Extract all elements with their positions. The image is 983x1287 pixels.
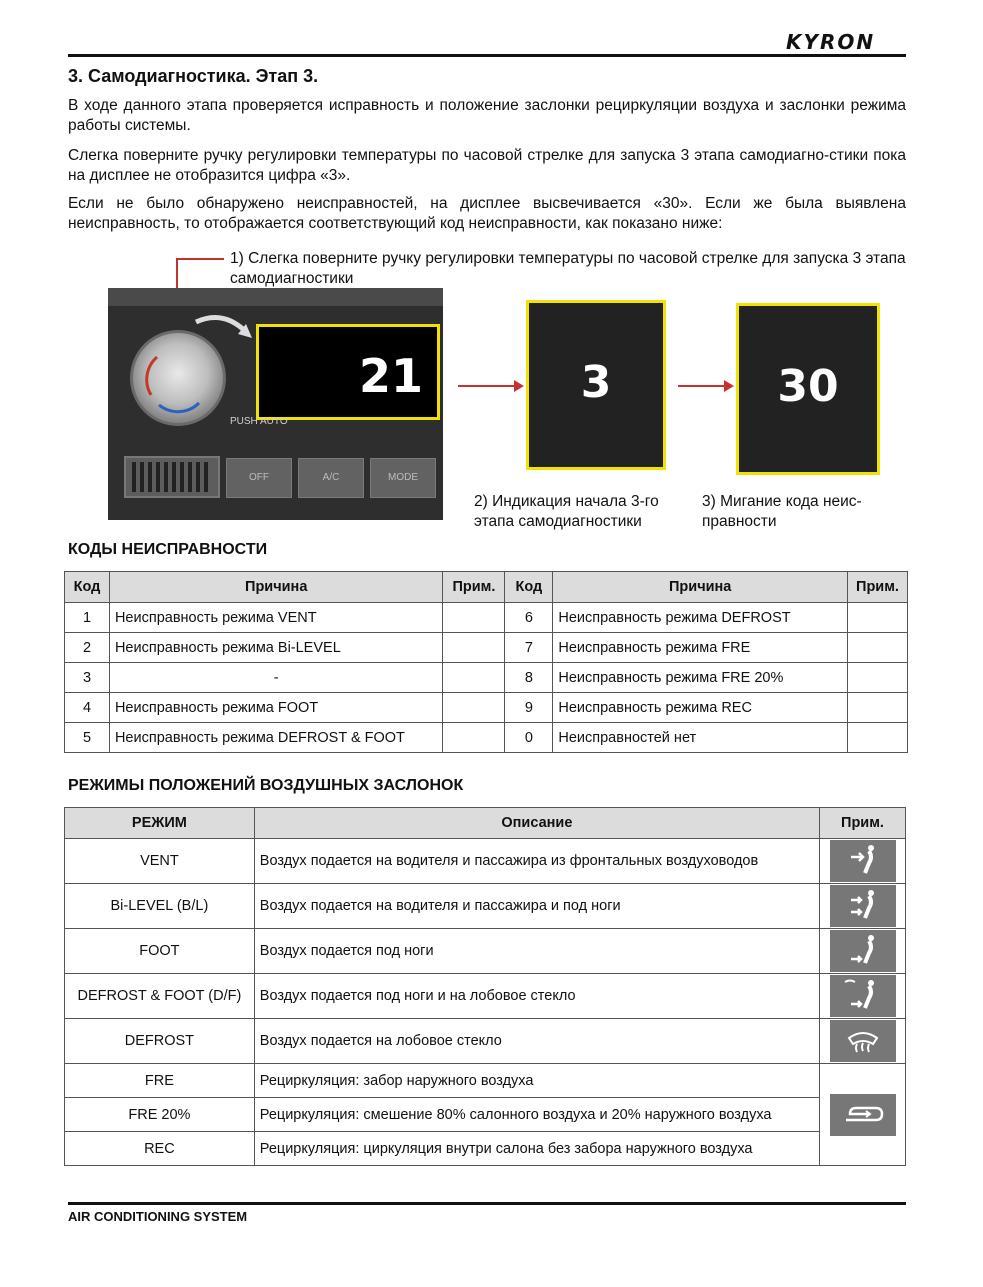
brand-logo: KYRON bbox=[786, 30, 876, 54]
push-auto-label: PUSH AUTO bbox=[230, 416, 288, 427]
cause-cell: Неисправность режима REC bbox=[553, 693, 848, 723]
table-row bbox=[65, 723, 908, 753]
description-cell: Воздух подается на водителя и пассажира из фронтальных воздуховодов bbox=[254, 839, 819, 884]
code-cell: 2 bbox=[65, 633, 110, 663]
table-row bbox=[65, 1132, 906, 1166]
mode-cell: DEFROST bbox=[65, 1019, 255, 1064]
note-cell bbox=[847, 693, 907, 723]
description-cell: Воздух подается под ноги и на лобовое стекло bbox=[254, 974, 819, 1019]
mode-cell: FRE 20% bbox=[65, 1098, 255, 1132]
col-cause-2: Причина bbox=[553, 572, 848, 603]
note-cell bbox=[847, 663, 907, 693]
description-cell: Воздух подается на лобовое стекло bbox=[254, 1019, 819, 1064]
col-note: Прим. bbox=[820, 808, 906, 839]
description-cell: Рециркуляция: забор наружного воздуха bbox=[254, 1064, 819, 1098]
bi-level-icon bbox=[830, 885, 896, 927]
note-cell bbox=[847, 633, 907, 663]
footer-label: AIR CONDITIONING SYSTEM bbox=[68, 1209, 248, 1224]
defrost-icon bbox=[830, 1020, 896, 1062]
cause-cell: Неисправностей нет bbox=[553, 723, 848, 753]
foot-icon bbox=[830, 930, 896, 972]
callout-1: 1) Слегка поверните ручку регулировки температуры по часовой стрелке для запуска 3 этапа самодиагностики bbox=[230, 250, 906, 287]
icon-cell bbox=[820, 929, 906, 974]
panel-top-trim bbox=[108, 288, 443, 306]
arrow-head-2 bbox=[724, 380, 734, 392]
col-note-2: Прим. bbox=[847, 572, 907, 603]
table-row bbox=[65, 693, 908, 723]
fault-codes-title: КОДЫ НЕИСПРАВНОСТИ bbox=[68, 541, 268, 558]
vent-grille bbox=[124, 456, 220, 498]
col-cause: Причина bbox=[109, 572, 443, 603]
header-rule bbox=[68, 54, 906, 57]
cause-cell: Неисправность режима Bi-LEVEL bbox=[109, 633, 443, 663]
display-stage-start: 3 bbox=[526, 300, 666, 470]
note-cell bbox=[847, 603, 907, 633]
table-row bbox=[65, 929, 906, 974]
cause-cell: - bbox=[109, 663, 443, 693]
icon-cell bbox=[820, 1019, 906, 1064]
caption-stage-start: 2) Индикация начала 3-го этапа самодиагностики bbox=[474, 493, 659, 530]
table-row bbox=[65, 603, 908, 633]
grille-slats bbox=[126, 458, 218, 496]
icon-cell bbox=[820, 974, 906, 1019]
rotate-arrow-icon bbox=[192, 308, 256, 352]
modes-table bbox=[64, 807, 906, 1166]
cause-cell: Неисправность режима DEFROST & FOOT bbox=[109, 723, 443, 753]
paragraph-3: Если не было обнаружено неисправностей, на дисплее высвечивается «30». Если же была выявлена неисправность, то отображается соответствующий код неисправности, как показано ниже: bbox=[68, 195, 906, 232]
vent-icon bbox=[830, 840, 896, 882]
mode-cell: Bi-LEVEL (B/L) bbox=[65, 884, 255, 929]
code-cell: 5 bbox=[65, 723, 110, 753]
table-row bbox=[65, 663, 908, 693]
code-cell: 0 bbox=[505, 723, 553, 753]
code-cell: 4 bbox=[65, 693, 110, 723]
col-mode: РЕЖИМ bbox=[65, 808, 255, 839]
panel-display bbox=[256, 324, 440, 420]
note-cell bbox=[443, 693, 505, 723]
cause-cell: Неисправность режима FRE bbox=[553, 633, 848, 663]
display-fault-code: 30 bbox=[736, 303, 880, 475]
page-title: 3. Самодиагностика. Этап 3. bbox=[68, 66, 319, 86]
caption-fault-code: 3) Мигание кода неис-правности bbox=[702, 493, 862, 530]
cause-cell: Неисправность режима FRE 20% bbox=[553, 663, 848, 693]
mode-cell: FRE bbox=[65, 1064, 255, 1098]
icon-cell bbox=[820, 1064, 906, 1166]
paragraph-1: В ходе данного этапа проверяется исправность и положение заслонки рециркуляции воздуха и заслонки режима работы системы. bbox=[68, 97, 906, 134]
control-panel-photo bbox=[108, 288, 443, 520]
modes-title: РЕЖИМЫ ПОЛОЖЕНИЙ ВОЗДУШНЫХ ЗАСЛОНОК bbox=[68, 777, 464, 794]
panel-display-value: 21 bbox=[358, 349, 423, 403]
code-cell: 6 bbox=[505, 603, 553, 633]
table-row bbox=[65, 633, 908, 663]
mode-cell: DEFROST & FOOT (D/F) bbox=[65, 974, 255, 1019]
code-cell: 8 bbox=[505, 663, 553, 693]
table-row bbox=[65, 1019, 906, 1064]
mode-cell: VENT bbox=[65, 839, 255, 884]
mode-cell: REC bbox=[65, 1132, 255, 1166]
arrow-head-1 bbox=[514, 380, 524, 392]
note-cell bbox=[443, 633, 505, 663]
off-button: OFF bbox=[226, 458, 292, 498]
cause-cell: Неисправность режима VENT bbox=[109, 603, 443, 633]
arrow-line-2 bbox=[678, 385, 726, 387]
recirculation-icon bbox=[830, 1094, 896, 1136]
table-row bbox=[65, 1098, 906, 1132]
icon-cell bbox=[820, 839, 906, 884]
callout-line-h bbox=[176, 258, 224, 260]
description-cell: Рециркуляция: смешение 80% салонного воздуха и 20% наружного воздуха bbox=[254, 1098, 819, 1132]
code-cell: 3 bbox=[65, 663, 110, 693]
code-cell: 9 bbox=[505, 693, 553, 723]
note-cell bbox=[847, 723, 907, 753]
mode-button: MODE bbox=[370, 458, 436, 498]
table-header-row bbox=[65, 808, 906, 839]
defrost-foot-icon bbox=[830, 975, 896, 1017]
col-code-2: Код bbox=[505, 572, 553, 603]
ac-button: A/C bbox=[298, 458, 364, 498]
table-row bbox=[65, 974, 906, 1019]
footer-rule bbox=[68, 1202, 906, 1205]
mode-cell: FOOT bbox=[65, 929, 255, 974]
table-row bbox=[65, 839, 906, 884]
cause-cell: Неисправность режима FOOT bbox=[109, 693, 443, 723]
fault-codes-table bbox=[64, 571, 908, 753]
note-cell bbox=[443, 603, 505, 633]
table-row bbox=[65, 884, 906, 929]
arrow-line-1 bbox=[458, 385, 516, 387]
code-cell: 7 bbox=[505, 633, 553, 663]
description-cell: Воздух подается под ноги bbox=[254, 929, 819, 974]
table-header-row bbox=[65, 572, 908, 603]
note-cell bbox=[443, 663, 505, 693]
description-cell: Воздух подается на водителя и пассажира и под ноги bbox=[254, 884, 819, 929]
table-row bbox=[65, 1064, 906, 1098]
paragraph-2: Слегка поверните ручку регулировки температуры по часовой стрелке для запуска 3 этапа самодиагно-стики пока на дисплее не отобразится цифра «3». bbox=[68, 147, 906, 184]
note-cell bbox=[443, 723, 505, 753]
cause-cell: Неисправность режима DEFROST bbox=[553, 603, 848, 633]
code-cell: 1 bbox=[65, 603, 110, 633]
col-code: Код bbox=[65, 572, 110, 603]
col-description: Описание bbox=[254, 808, 819, 839]
icon-cell bbox=[820, 884, 906, 929]
col-note: Прим. bbox=[443, 572, 505, 603]
description-cell: Рециркуляция: циркуляция внутри салона без забора наружного воздуха bbox=[254, 1132, 819, 1166]
